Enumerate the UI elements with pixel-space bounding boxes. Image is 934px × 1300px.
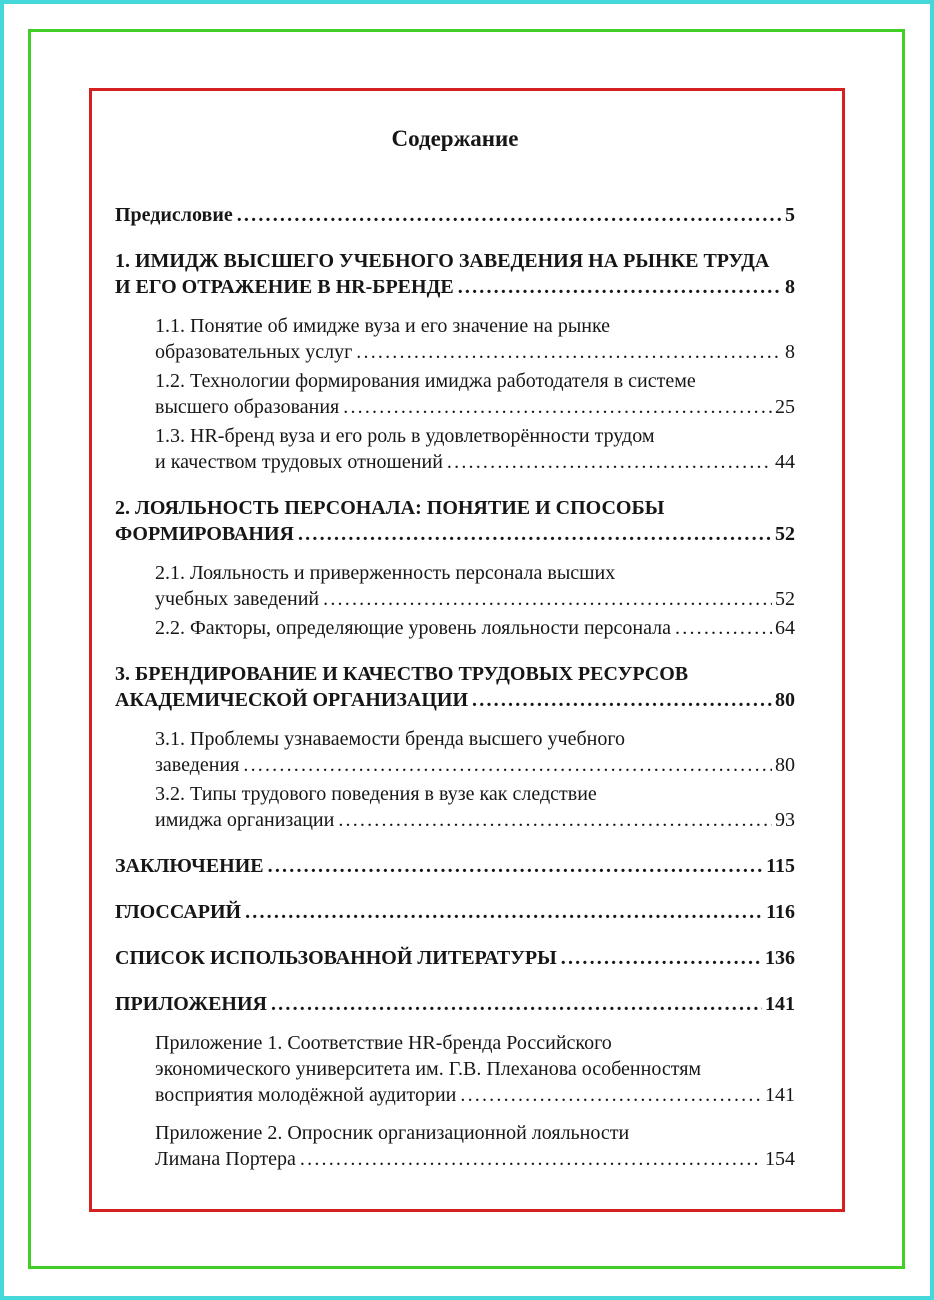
toc-entry	[115, 615, 795, 641]
toc-entry	[115, 661, 795, 713]
dot-leader	[472, 687, 772, 713]
toc-entry	[115, 1030, 795, 1108]
toc-entry-last-line	[155, 394, 795, 420]
toc-entry-line: 3.1. Проблемы узнаваемости бренда высшего учебного	[155, 728, 626, 750]
page-number: 93	[775, 809, 795, 831]
toc-entry-text: АКАДЕМИЧЕСКОЙ ОРГАНИЗАЦИИ	[115, 689, 469, 711]
page-number: 116	[766, 901, 795, 923]
dot-leader	[338, 807, 772, 833]
dot-leader	[343, 394, 772, 420]
page-number: 154	[765, 1148, 795, 1170]
toc-entry-last-line	[155, 752, 795, 778]
toc-entry	[115, 781, 795, 833]
toc-entry-last-line	[115, 521, 795, 547]
page-number: 44	[775, 451, 795, 473]
page-number: 52	[775, 523, 795, 545]
toc-entry-line: 1.3. HR-бренд вуза и его роль в удовлетворённости трудом	[155, 425, 655, 447]
dot-leader	[243, 752, 772, 778]
toc-entry-text: заведения	[155, 754, 240, 776]
toc-entry-text: Предисловие	[115, 204, 233, 226]
toc-entry-text: высшего образования	[155, 396, 340, 418]
toc-entry-text: восприятия молодёжной аудитории	[155, 1084, 457, 1106]
dot-leader	[561, 945, 762, 971]
toc-entry-last-line	[155, 1082, 795, 1108]
dot-leader	[447, 449, 772, 475]
dot-leader	[356, 339, 782, 365]
toc-entry	[115, 313, 795, 365]
toc-entry-last-line	[115, 945, 795, 971]
toc-entry-line: 3. БРЕНДИРОВАНИЕ И КАЧЕСТВО ТРУДОВЫХ РЕСУРСОВ	[115, 663, 689, 685]
page-content	[115, 88, 795, 1172]
toc-entry	[115, 248, 795, 300]
toc-entry-last-line	[155, 339, 795, 365]
toc-entry	[115, 726, 795, 778]
page-number: 80	[775, 689, 795, 711]
toc-entry-line: 1. ИМИДЖ ВЫСШЕГО УЧЕБНОГО ЗАВЕДЕНИЯ НА РЫНКЕ ТРУДА	[115, 250, 770, 272]
toc-entry-text: ЗАКЛЮЧЕНИЕ	[115, 855, 264, 877]
toc-entry-text: ГЛОССАРИЙ	[115, 901, 242, 923]
toc-entry-last-line	[115, 853, 795, 879]
toc-entry-last-line	[155, 1146, 795, 1172]
toc-entry-line: 1.1. Понятие об имидже вуза и его значение на рынке	[155, 315, 611, 337]
toc-entry-line: Приложение 2. Опросник организационной лояльности	[155, 1122, 630, 1144]
dot-leader	[675, 615, 772, 641]
toc-entry-last-line	[115, 202, 795, 228]
toc-entry-last-line	[115, 274, 795, 300]
page-number: 8	[785, 276, 795, 298]
toc-entry-last-line	[155, 449, 795, 475]
toc-entry-line: 2.1. Лояльность и приверженность персонала высших	[155, 562, 616, 584]
toc-entry-last-line	[155, 807, 795, 833]
toc-entry-text: образовательных услуг	[155, 341, 353, 363]
page-number: 115	[766, 855, 795, 877]
toc-entry-last-line	[115, 899, 795, 925]
page-title: Содержание	[391, 126, 519, 151]
page-number: 141	[765, 1084, 795, 1106]
toc-entry-line: Приложение 1. Соответствие HR-бренда Российского	[155, 1032, 612, 1054]
toc-entry-text: ФОРМИРОВАНИЯ	[115, 523, 294, 545]
toc-entry	[115, 899, 795, 925]
toc-entry-text: И ЕГО ОТРАЖЕНИЕ В HR-БРЕНДЕ	[115, 276, 454, 298]
toc-entry	[115, 368, 795, 420]
toc-entry-last-line	[115, 687, 795, 713]
toc-entry-line: 1.2. Технологии формирования имиджа работодателя в системе	[155, 370, 696, 392]
page-number: 5	[785, 204, 795, 226]
dot-leader	[323, 586, 772, 612]
toc-entry-text: учебных заведений	[155, 588, 320, 610]
toc-entry-text: ПРИЛОЖЕНИЯ	[115, 993, 267, 1015]
dot-leader	[268, 853, 763, 879]
toc-entry-text: и качеством трудовых отношений	[155, 451, 443, 473]
toc-entry	[115, 991, 795, 1017]
toc-entry-last-line	[115, 991, 795, 1017]
toc-entry	[115, 423, 795, 475]
page-number: 64	[775, 617, 795, 639]
toc-entry-last-line	[155, 586, 795, 612]
toc-entry-text: Лимана Портера	[155, 1148, 296, 1170]
dot-leader	[245, 899, 763, 925]
page-number: 52	[775, 588, 795, 610]
toc-entry-text: СПИСОК ИСПОЛЬЗОВАННОЙ ЛИТЕРАТУРЫ	[115, 947, 557, 969]
toc-entry-text: 2.2. Факторы, определяющие уровень лояльности персонала	[155, 617, 672, 639]
page-number: 25	[775, 396, 795, 418]
toc-entry	[115, 945, 795, 971]
page-number: 136	[765, 947, 795, 969]
toc-entry-line: 3.2. Типы трудового поведения в вузе как следствие	[155, 783, 597, 805]
toc-entry	[115, 495, 795, 547]
toc-entry	[115, 1120, 795, 1172]
dot-leader	[460, 1082, 762, 1108]
page-number: 80	[775, 754, 795, 776]
dot-leader	[300, 1146, 762, 1172]
dot-leader	[271, 991, 762, 1017]
table-of-contents	[115, 202, 795, 1172]
toc-entry-last-line	[155, 615, 795, 641]
toc-entry-line: экономического университета им. Г.В. Плеханова особенностям	[155, 1058, 702, 1080]
toc-entry-text: имиджа организации	[155, 809, 335, 831]
dot-leader	[237, 202, 782, 228]
toc-entry-line: 2. ЛОЯЛЬНОСТЬ ПЕРСОНАЛА: ПОНЯТИЕ И СПОСОБЫ	[115, 497, 665, 519]
toc-entry	[115, 202, 795, 228]
toc-entry	[115, 560, 795, 612]
page-number: 8	[785, 341, 795, 363]
dot-leader	[458, 274, 782, 300]
toc-entry	[115, 853, 795, 879]
page-number: 141	[765, 993, 795, 1015]
dot-leader	[298, 521, 772, 547]
